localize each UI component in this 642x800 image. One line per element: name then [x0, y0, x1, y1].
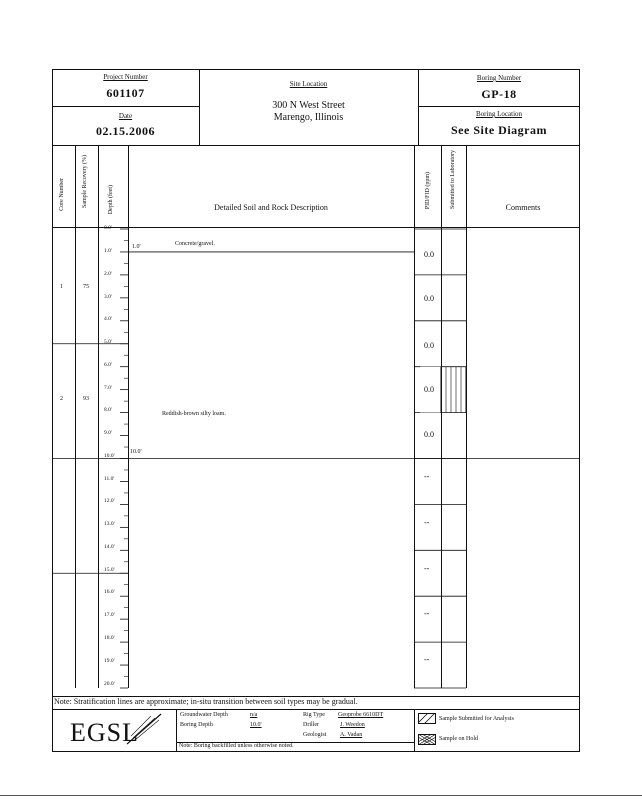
stratification-note: Note: Stratification lines are approximate; in-situ transition between soil types may be gradual.	[54, 697, 358, 706]
stratum-depth: 10.0'	[130, 449, 142, 455]
depth-tick: 7.0'	[104, 385, 112, 391]
boring-location-label: Boring Location	[475, 110, 523, 118]
pid-reading: --	[424, 518, 430, 527]
depth-tick: 6.0'	[104, 362, 112, 368]
pid-reading: 0.0	[424, 430, 434, 439]
pid-reading: 0.0	[424, 294, 434, 303]
core-number: 2	[60, 396, 63, 402]
footer-vline-legend	[414, 709, 415, 752]
groundwater-label: Groundwater Depth	[180, 712, 228, 718]
geologist-label: Geologist	[303, 732, 327, 738]
depth-tick: 4.0'	[104, 316, 112, 322]
depth-tick: 2.0'	[104, 271, 112, 277]
pid-reading: 0.0	[424, 341, 434, 350]
boring-number: GP-18	[481, 87, 517, 101]
hatch-clip	[467, 367, 487, 413]
depth-tick: 19.0'	[104, 658, 115, 664]
core-number: 1	[60, 284, 63, 290]
pid-reading: --	[424, 655, 430, 664]
pid-reading: --	[424, 564, 430, 573]
depth-tick: 16.0'	[104, 589, 115, 595]
rig-type-value: Geoprobe 6610DT	[338, 712, 384, 718]
core-recovery: 75	[83, 284, 89, 290]
stratum-description: Reddish-brown silty loam.	[162, 411, 226, 417]
depth-tick: 3.0'	[104, 294, 112, 300]
depth-tick: 17.0'	[104, 612, 115, 618]
depth-tick: 1.0'	[104, 248, 112, 254]
depth-tick: 8.0'	[104, 407, 112, 413]
footer-vline-logo	[176, 709, 177, 752]
legend-hold-swatch	[418, 734, 436, 745]
date-label: Date	[118, 112, 133, 120]
backfill-note: Note: Boring backfilled unless otherwise noted.	[179, 743, 294, 749]
depth-tick: 9.0'	[104, 430, 112, 436]
pid-reading: --	[424, 609, 430, 618]
legend-hold-label: Sample on Hold	[439, 736, 478, 742]
core-recovery: 93	[83, 396, 89, 402]
depth-tick: 0.0'	[104, 225, 112, 231]
pid-reading: 0.0	[424, 385, 434, 394]
boring-depth-value: 10.0'	[250, 722, 262, 728]
footer-line-2	[52, 709, 580, 710]
boring-depth-label: Boring Depth	[180, 722, 213, 728]
depth-tick: 11.0'	[104, 476, 115, 482]
feather-icon	[125, 712, 165, 746]
depth-tick: 10.0'	[104, 453, 115, 459]
site-address-line2: Marengo, Illinois	[273, 112, 344, 123]
col-header-depth: Depth (feet)	[108, 185, 114, 215]
scan-edge-line	[0, 795, 642, 796]
col-header-description: Detailed Soil and Rock Description	[214, 203, 328, 212]
pid-reading: 0.0	[424, 250, 434, 259]
driller-value: J. Weedon	[340, 722, 365, 728]
depth-tick: 18.0'	[104, 635, 115, 641]
boring-location: See Site Diagram	[451, 123, 547, 137]
col-header-comments: Comments	[505, 203, 541, 212]
boring-number-label: Boring Number	[476, 74, 522, 82]
legend-submitted-swatch	[418, 713, 436, 724]
project-number: 601107	[106, 86, 145, 100]
geologist-value: A. Vadan	[340, 732, 363, 738]
project-number-label: Project Number	[103, 73, 148, 81]
col-header-pid: PID/FID (ppm)	[425, 172, 431, 210]
depth-tick: 5.0'	[104, 339, 112, 345]
col-header-submitted: Submitted to Laboratory	[450, 150, 456, 209]
groundwater-value: n/a	[250, 712, 258, 718]
depth-tick: 12.0'	[104, 498, 115, 504]
depth-tick: 15.0'	[104, 567, 115, 573]
stratum-description: Concrete/gravel.	[175, 241, 215, 247]
egsl-logo: EGSL	[70, 718, 139, 747]
rig-type-label: Rig Type	[303, 712, 325, 718]
depth-tick: 20.0'	[104, 681, 115, 687]
driller-label: Driller	[303, 722, 319, 728]
col-header-core: Core Number	[59, 178, 65, 211]
stratum-depth: 1.0'	[132, 244, 141, 250]
col-header-recovery: Sample Recovery (%)	[82, 155, 88, 208]
depth-tick: 14.0'	[104, 544, 115, 550]
pid-reading: --	[424, 472, 430, 481]
date-value: 02.15.2006	[96, 124, 155, 138]
legend-submitted-label: Sample Submitted for Analysis	[439, 716, 514, 722]
site-location-label: Site Location	[289, 80, 328, 88]
site-address-line1: 300 N West Street	[272, 100, 345, 111]
depth-tick: 13.0'	[104, 521, 115, 527]
